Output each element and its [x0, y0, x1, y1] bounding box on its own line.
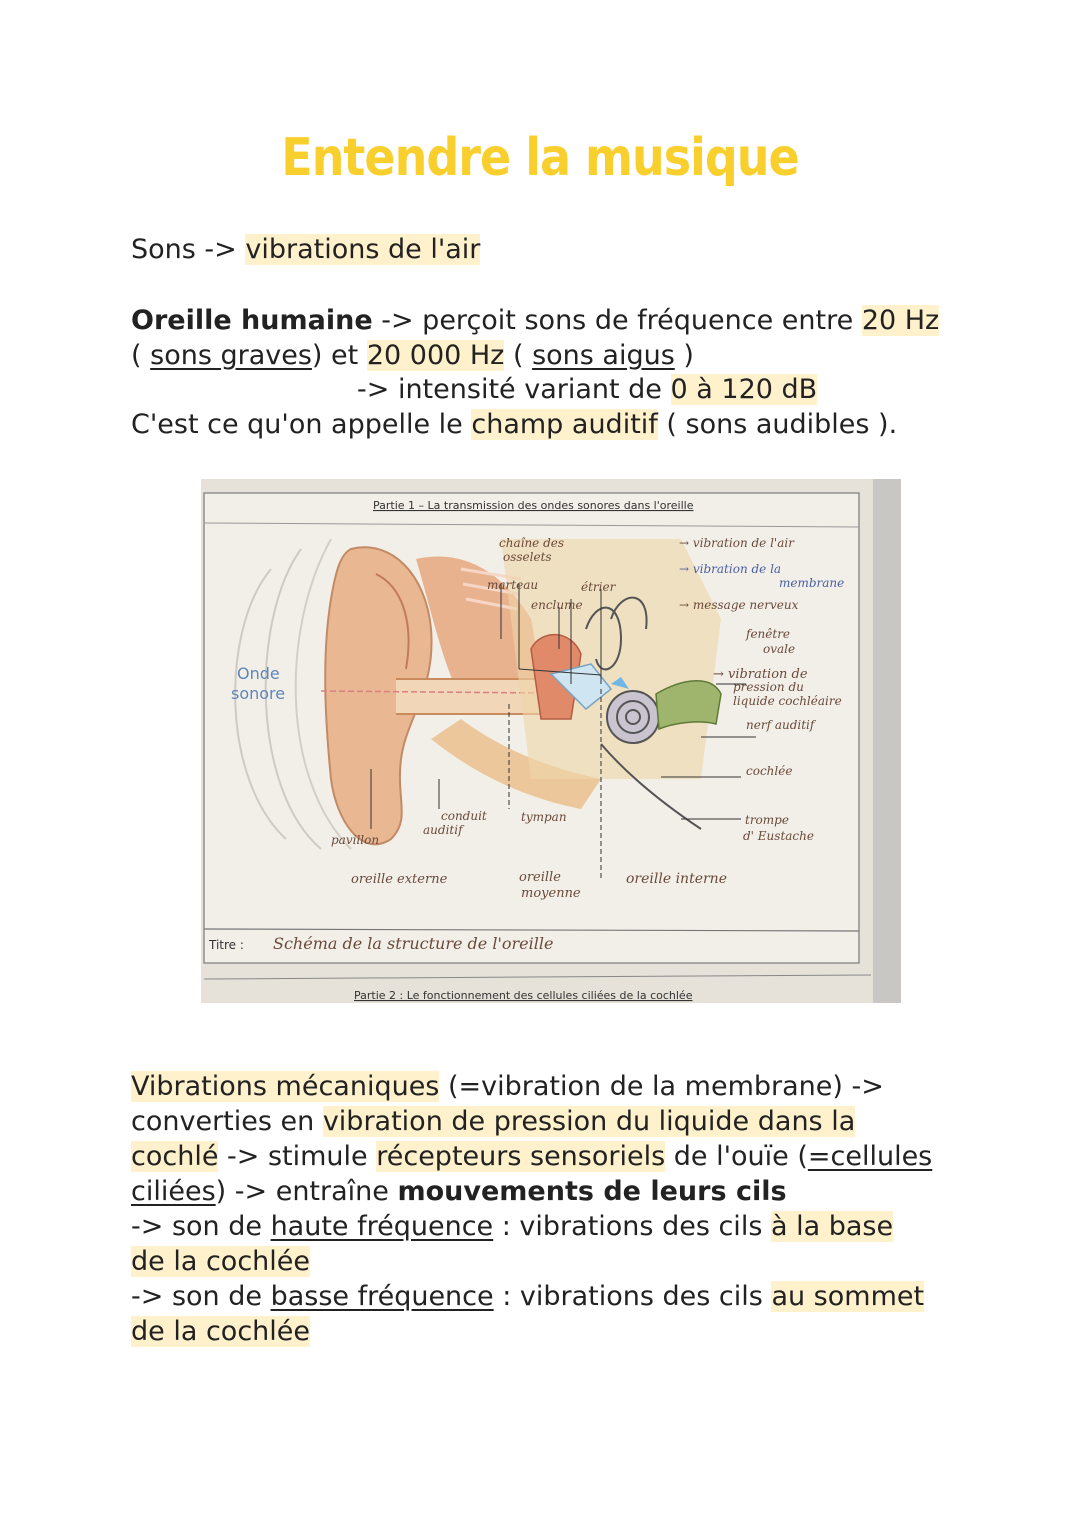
- body-line-4: ciliées) -> entraîne mouvements de leurs cils: [131, 1176, 787, 1207]
- highlight: vibration de pression du liquide dans la: [322, 1106, 856, 1137]
- body-line-1: Vibrations mécaniques (=vibration de la membrane) ->: [131, 1071, 884, 1102]
- label-oreille-interne: oreille interne: [626, 871, 727, 887]
- label-conduit: conduit: [441, 809, 487, 823]
- body-line-3: cochlé -> stimule récepteurs sensoriels de l'ouïe (=cellules: [131, 1141, 933, 1172]
- label-onde: Onde: [237, 664, 280, 683]
- highlight: Vibrations mécaniques: [131, 1071, 440, 1102]
- highlight: 20 Hz: [861, 305, 940, 336]
- highlight: de la cochlée: [131, 1246, 311, 1277]
- highlight: au sommet: [771, 1281, 925, 1312]
- label-ovale: ovale: [763, 642, 796, 656]
- legend-vibration-membrane: → vibration de la: [679, 562, 782, 576]
- label-fenetre: fenêtre: [746, 627, 791, 641]
- highlight: récepteurs sensoriels: [376, 1141, 666, 1172]
- body-line-8: [131, 1314, 310, 1349]
- label-chaine: chaîne des: [499, 536, 565, 550]
- diagram-header: Partie 1 – La transmission des ondes sonores dans l'oreille: [373, 499, 694, 512]
- ear-diagram-photo: [201, 479, 901, 1003]
- label-sonore: sonore: [231, 684, 286, 703]
- label-osselets: osselets: [503, 550, 552, 564]
- highlight: 0 à 120 dB: [670, 374, 818, 405]
- label-moyenne: moyenne: [521, 886, 581, 901]
- diagram-footer: Partie 2 : Le fonctionnement des cellules ciliées de la cochlée: [354, 989, 693, 1002]
- label-cochlee: cochlée: [746, 764, 793, 778]
- body-line-7: -> son de basse fréquence : vibrations des cils au sommet: [131, 1281, 925, 1312]
- highlight: cochlé: [131, 1141, 219, 1172]
- label-marteau: marteau: [487, 578, 539, 592]
- label-pavillon: pavillon: [331, 833, 380, 847]
- label-oreille: oreille: [519, 870, 561, 885]
- titre-label: Titre :: [209, 938, 244, 952]
- highlight: à la base: [770, 1211, 894, 1242]
- intro-line-4: -> intensité variant de 0 à 120 dB: [357, 374, 818, 405]
- page-title: Entendre la musique: [281, 126, 799, 188]
- intro-line-5: C'est ce qu'on appelle le champ auditif ( sons audibles ).: [131, 409, 898, 440]
- ear-diagram: [201, 479, 901, 1003]
- label-auditif: auditif: [423, 823, 463, 837]
- body-line-2: converties en vibration de pression du liquide dans la: [131, 1106, 856, 1137]
- label-oreille-externe: oreille externe: [351, 872, 448, 887]
- legend-message-nerveux: → message nerveux: [679, 598, 799, 612]
- body-line-5: -> son de haute fréquence : vibrations des cils à la base: [131, 1211, 894, 1242]
- highlight: de la cochlée: [131, 1316, 311, 1347]
- highlight: vibrations de l'air: [245, 234, 481, 265]
- label-vibration-de: → vibration de: [713, 667, 808, 682]
- intro-line-2: Oreille humaine -> perçoit sons de fréquence entre 20 Hz: [131, 305, 940, 336]
- highlight: 20 000 Hz: [366, 340, 505, 371]
- label-enclume: enclume: [531, 598, 583, 612]
- highlight: champ auditif: [471, 409, 658, 440]
- body-line-6: [131, 1244, 310, 1279]
- label-etrier: étrier: [581, 580, 616, 594]
- legend-membrane: membrane: [779, 576, 845, 590]
- label-nerf-auditif: nerf auditif: [746, 718, 815, 732]
- label-eustache: d' Eustache: [743, 829, 814, 843]
- label-liquide-cochleaire: liquide cochléaire: [733, 694, 842, 708]
- titre-value: Schéma de la structure de l'oreille: [273, 934, 554, 953]
- legend-vibration-air: → vibration de l'air: [679, 536, 794, 550]
- label-trompe: trompe: [745, 813, 789, 827]
- intro-line-3: ( sons graves) et 20 000 Hz ( sons aigus ): [131, 340, 694, 371]
- label-pression-du: pression du: [733, 680, 804, 694]
- label-tympan: tympan: [521, 810, 567, 824]
- intro-line-1: Sons -> vibrations de l'air: [131, 234, 481, 265]
